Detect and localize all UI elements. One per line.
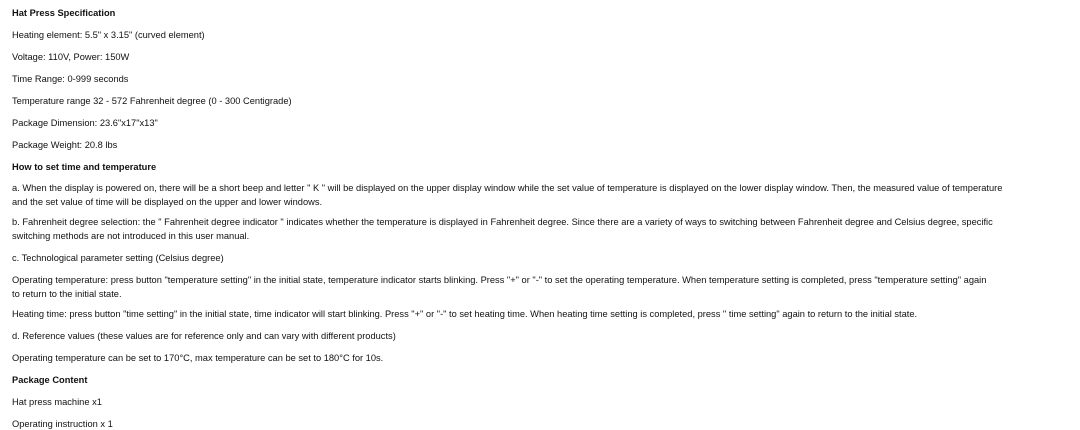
- howto-paragraph-b: [12, 216, 1062, 243]
- package-heading: Package Content: [12, 375, 88, 385]
- spec-heading: Hat Press Specification: [12, 8, 116, 18]
- spec-package-weight: Package Weight: 20.8 lbs: [12, 140, 118, 150]
- spec-heating-element: Heating element: 5.5" x 3.15" (curved element): [12, 30, 205, 40]
- operating-temperature-paragraph: [12, 274, 1062, 301]
- howto-paragraph-a: [12, 182, 1062, 209]
- spec-time-range: Time Range: 0-999 seconds: [12, 74, 129, 84]
- paragraph-b-line: switching methods are not introduced in this user manual.: [12, 230, 250, 241]
- reference-values-note: Operating temperature can be set to 170°C, max temperature can be set to 180°C for 10s.: [12, 353, 384, 363]
- operating-temperature-line: Operating temperature: press button "temperature setting" in the initial state, temperature indicator starts blinking. Press "+" or "-" to set the operating temperature. When temperature setting is completed, press "temperature setting" again: [12, 275, 987, 285]
- howto-paragraph-d: d. Reference values (these values are for reference only and can vary with different products): [12, 331, 396, 341]
- paragraph-b-line: b. Fahrenheit degree selection: the " Fahrenheit degree indicator " indicates whether the temperature is displayed in Fahrenheit degree. Since there are a variety of ways to switching between Fahrenheit degree and Celsius degree, specific: [12, 217, 993, 227]
- heating-time-paragraph: Heating time: press button "time setting" in the initial state, time indicator will start blinking. Press "+" or "-" to set heating time. When heating time setting is completed, press " time setting" again to return to the initial state.: [12, 309, 918, 319]
- paragraph-a-line: a. When the display is powered on, there will be a short beep and letter " K " will be displayed on the upper display window while the set value of temperature is displayed on the lower display window. Then, the measured value of temperature: [12, 183, 1003, 193]
- package-item: Operating instruction x 1: [12, 419, 113, 429]
- spec-voltage-power: Voltage: 110V, Power: 150W: [12, 52, 130, 62]
- spec-temperature-range: Temperature range 32 - 572 Fahrenheit degree (0 - 300 Centigrade): [12, 96, 292, 106]
- paragraph-a-line: and the set value of time will be displayed on the upper and lower windows.: [12, 196, 323, 207]
- operating-temperature-line: to return to the initial state.: [12, 288, 122, 299]
- howto-paragraph-c: c. Technological parameter setting (Celsius degree): [12, 253, 224, 263]
- howto-heading: How to set time and temperature: [12, 162, 157, 172]
- package-item: Hat press machine x1: [12, 397, 102, 407]
- spec-package-dimension: Package Dimension: 23.6"x17"x13": [12, 118, 158, 128]
